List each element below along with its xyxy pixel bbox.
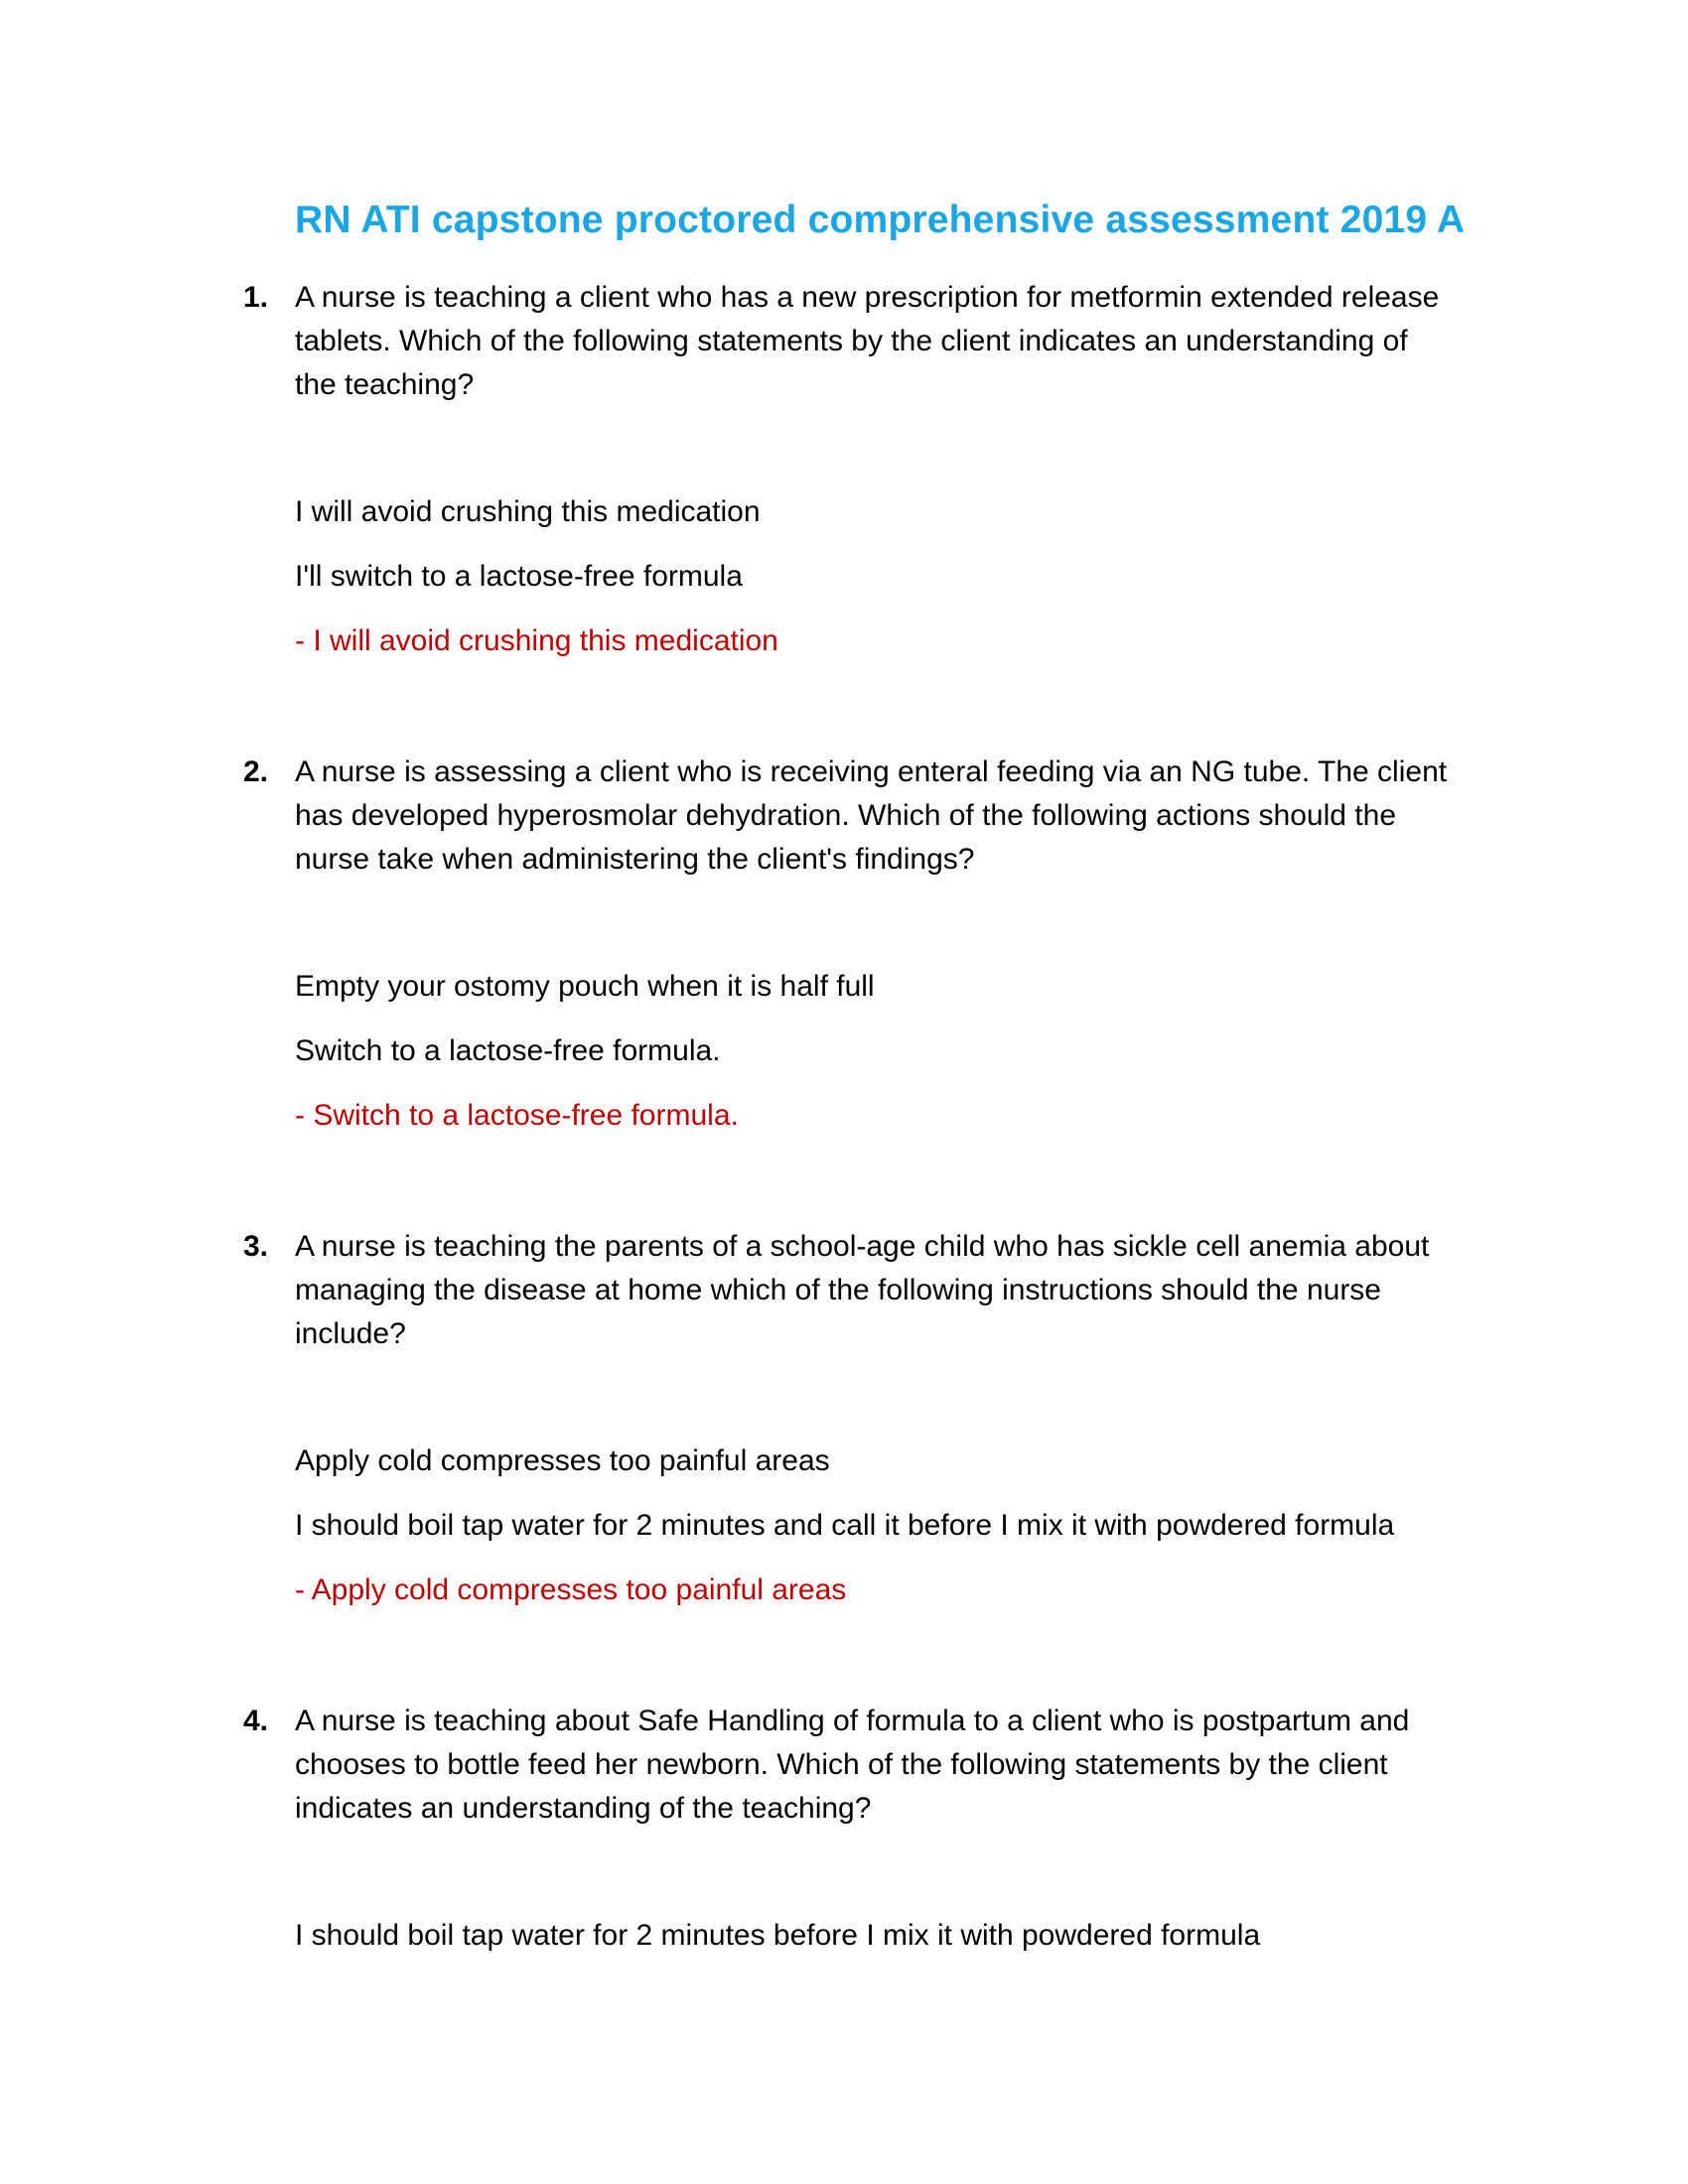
option-text: I'll switch to a lactose-free formula xyxy=(295,560,743,593)
question-line: tablets. Which of the following statements by the client indicates an understanding of xyxy=(295,325,1408,357)
correct-answer: - Apply cold compresses too painful areas xyxy=(295,1573,847,1606)
option-text: I will avoid crushing this medication xyxy=(295,495,761,528)
question-text xyxy=(295,751,1467,882)
option-text: Apply cold compresses too painful areas xyxy=(295,1444,830,1477)
question-line: nurse take when administering the client's findings? xyxy=(295,843,975,876)
question-text xyxy=(295,276,1467,407)
correct-answer: - I will avoid crushing this medication xyxy=(295,624,778,657)
question-number: 2. xyxy=(243,755,269,788)
question-line: managing the disease at home which of the following instructions should the nurse xyxy=(295,1274,1381,1306)
option-text: I should boil tap water for 2 minutes and call it before I mix it with powdered formula xyxy=(295,1509,1395,1542)
question-line: the teaching? xyxy=(295,368,475,401)
question-line: A nurse is teaching a client who has a new prescription for metformin extended release xyxy=(295,281,1440,314)
question-line: A nurse is teaching the parents of a school-age child who has sickle cell anemia about xyxy=(295,1230,1430,1263)
question-line: A nurse is assessing a client who is receiving enteral feeding via an NG tube. The client xyxy=(295,755,1448,788)
question-line: A nurse is teaching about Safe Handling of formula to a client who is postpartum and xyxy=(295,1705,1410,1737)
question-line: include? xyxy=(295,1317,406,1350)
option-text: Empty your ostomy pouch when it is half full xyxy=(295,970,875,1003)
question-number: 4. xyxy=(243,1705,269,1737)
option-text: Switch to a lactose-free formula. xyxy=(295,1034,721,1067)
question-line: has developed hyperosmolar dehydration. Which of the following actions should the xyxy=(295,799,1397,832)
question-number: 1. xyxy=(243,281,269,314)
question-number: 3. xyxy=(243,1230,269,1263)
document-title: RN ATI capstone proctored comprehensive assessment 2019 A xyxy=(295,199,1466,241)
question-text xyxy=(295,1225,1467,1356)
question-text xyxy=(295,1700,1467,1831)
correct-answer: - Switch to a lactose-free formula. xyxy=(295,1099,739,1132)
question-line: chooses to bottle feed her newborn. Which of the following statements by the client xyxy=(295,1748,1388,1781)
option-text: I should boil tap water for 2 minutes before I mix it with powdered formula xyxy=(295,1919,1261,1952)
question-line: indicates an understanding of the teaching? xyxy=(295,1792,872,1825)
